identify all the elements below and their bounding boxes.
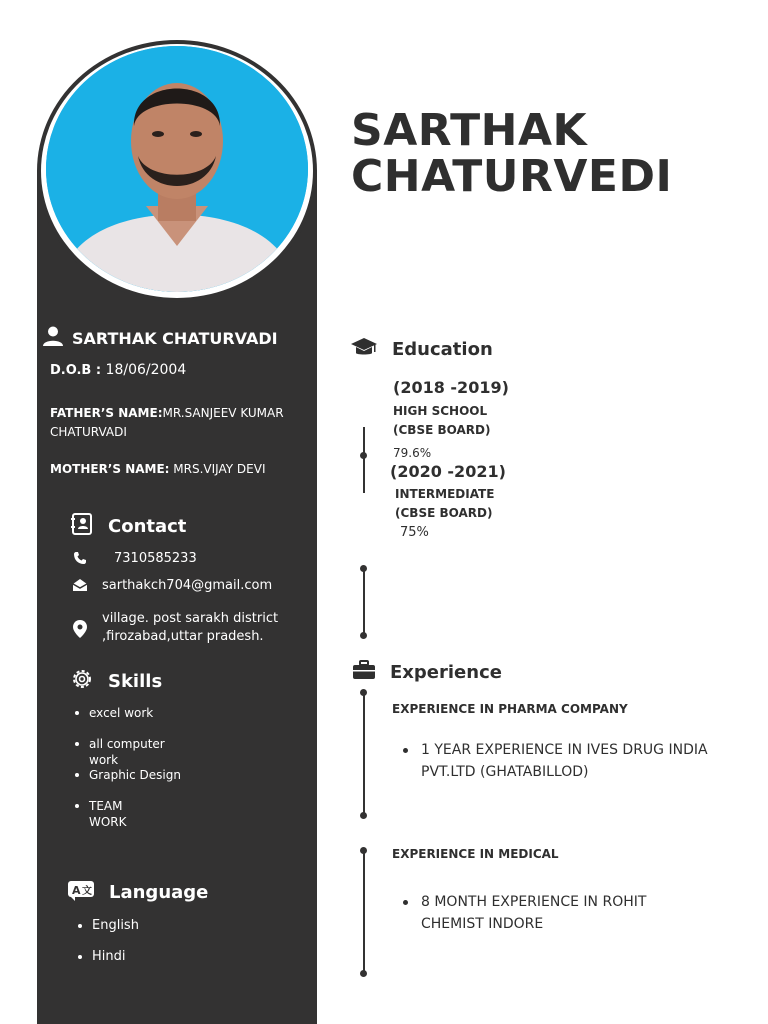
father-name — [50, 404, 312, 442]
dob — [50, 362, 186, 378]
profile-name-text: SARTHAK CHATURVADI — [72, 328, 278, 348]
graduation-cap-icon — [350, 336, 378, 362]
briefcase-icon — [352, 660, 376, 684]
skill-item: all computer work — [75, 736, 171, 768]
first-name: SARTHAK — [351, 105, 588, 156]
experience-item: 1 YEAR EXPERIENCE IN IVES DRUG INDIA PVT.LTD (GHATABILLOD) — [403, 739, 723, 783]
contact-book-icon — [70, 512, 94, 540]
profile-name — [42, 326, 278, 350]
timeline-dot — [360, 970, 367, 977]
experience-group-title: EXPERIENCE IN MEDICAL — [392, 847, 559, 861]
user-icon — [42, 326, 64, 350]
skills-heading-text: Skills — [108, 670, 163, 692]
education-heading — [350, 336, 493, 362]
skills-heading — [70, 667, 162, 695]
timeline-dot — [360, 689, 367, 696]
timeline-dot — [360, 632, 367, 639]
experience-heading — [352, 660, 502, 684]
language-heading-text: Language — [109, 881, 209, 903]
phone-text: 7310585233 — [114, 551, 197, 566]
mother-label: MOTHER’S NAME: — [50, 462, 170, 476]
dob-value: 18/06/2004 — [105, 362, 187, 378]
skill-item: Graphic Design — [75, 767, 185, 783]
language-heading — [67, 879, 208, 905]
mail-icon — [72, 577, 88, 592]
timeline-dot — [360, 452, 367, 459]
profile-photo — [46, 46, 308, 292]
gear-icon — [70, 667, 94, 695]
education-level: HIGH SCHOOL (CBSE BOARD) — [393, 404, 491, 437]
contact-heading-text: Contact — [108, 515, 187, 537]
location-pin-icon — [72, 610, 88, 638]
education-score: 79.6% — [393, 446, 432, 460]
timeline-line — [363, 692, 365, 816]
education-years: (2020 -2021) — [390, 462, 506, 481]
timeline-line — [363, 568, 365, 638]
dob-label: D.O.B : — [50, 363, 102, 378]
experience-group-title: EXPERIENCE IN PHARMA COMPANY — [392, 702, 628, 716]
skill-item: TEAM WORK — [75, 798, 135, 830]
contact-address — [72, 610, 278, 646]
svg-text:A: A — [72, 884, 81, 897]
address-line-2: ,firozabad,uttar pradesh. — [102, 629, 264, 644]
translate-icon — [67, 879, 95, 905]
timeline-line — [363, 850, 365, 974]
language-item: English — [78, 918, 139, 934]
contact-heading — [70, 512, 186, 540]
language-item: Hindi — [78, 949, 126, 965]
mother-value: MRS.VIJAY DEVI — [173, 462, 266, 476]
experience-item: 8 MONTH EXPERIENCE IN ROHIT CHEMIST INDORE — [403, 891, 693, 935]
contact-email[interactable] — [72, 577, 272, 595]
skill-item: excel work — [75, 705, 185, 721]
email-text: sarthakch704@gmail.com — [102, 578, 273, 593]
contact-phone[interactable] — [72, 550, 197, 568]
timeline-dot — [360, 565, 367, 572]
experience-heading-text: Experience — [390, 661, 502, 683]
timeline-line — [363, 427, 365, 493]
education-score: 75% — [400, 525, 429, 540]
timeline-dot — [360, 847, 367, 854]
mother-name — [50, 460, 312, 479]
education-heading-text: Education — [392, 338, 493, 360]
father-value: MR.SANJEEV KUMAR CHATURVADI — [50, 406, 284, 439]
education-years: (2018 -2019) — [393, 378, 509, 397]
last-name: CHATURVEDI — [351, 151, 673, 202]
father-label: FATHER’S NAME: — [50, 406, 163, 420]
timeline-dot — [360, 812, 367, 819]
address-line-1: village. post sarakh district — [102, 611, 279, 626]
page-title — [351, 105, 751, 202]
phone-icon — [72, 550, 88, 565]
education-level: INTERMEDIATE (CBSE BOARD) — [395, 487, 495, 520]
svg-text:文: 文 — [82, 886, 92, 897]
